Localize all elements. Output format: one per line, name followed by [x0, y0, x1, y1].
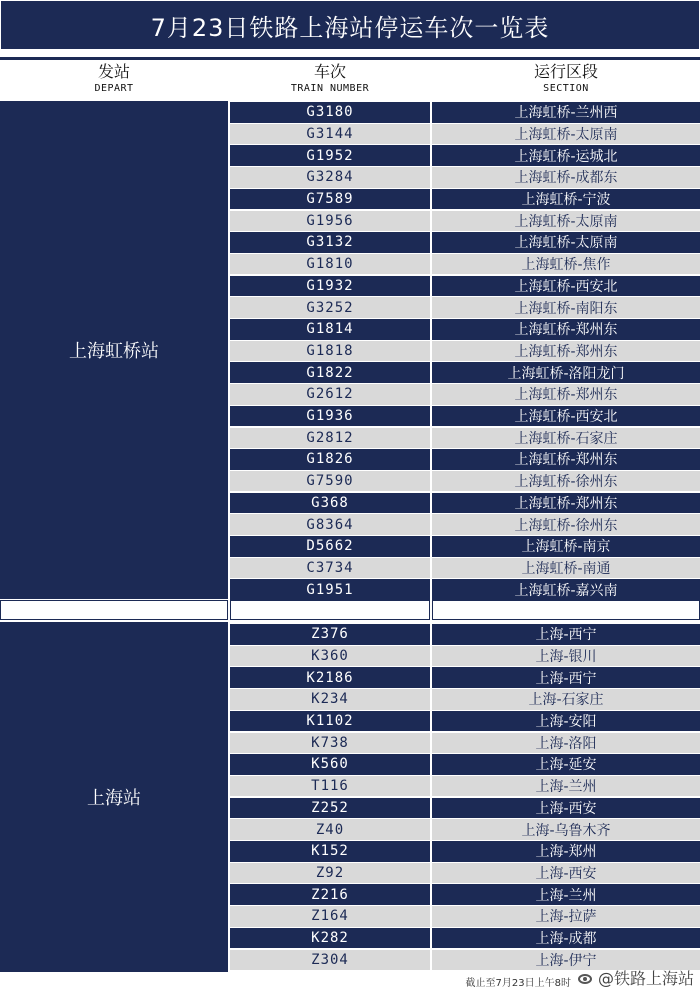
train-number: G1936 — [230, 406, 430, 427]
section: 上海虹桥-徐州东 — [432, 471, 700, 492]
train-number: G7590 — [230, 471, 430, 492]
section: 上海-西宁 — [432, 667, 700, 688]
page-title: 7月23日铁路上海站停运车次一览表 — [1, 1, 699, 49]
header-train — [230, 62, 430, 100]
train-number: D5662 — [230, 536, 430, 557]
train-number: G1951 — [230, 579, 430, 600]
section: 上海虹桥-郑州东 — [432, 449, 700, 470]
train-number: Z40 — [230, 819, 430, 840]
section: 上海虹桥-兰州西 — [432, 102, 700, 123]
train-number: G3132 — [230, 232, 430, 253]
train-number: K2186 — [230, 667, 430, 688]
section: 上海-兰州 — [432, 776, 700, 797]
watermark — [577, 966, 694, 989]
train-number: G2612 — [230, 384, 430, 405]
section: 上海-乌鲁木齐 — [432, 819, 700, 840]
section: 上海-石家庄 — [432, 689, 700, 710]
section: 上海-西安 — [432, 798, 700, 819]
train-number: K1102 — [230, 711, 430, 732]
section: 上海虹桥-南京 — [432, 536, 700, 557]
section: 上海-银川 — [432, 646, 700, 667]
section: 上海-西安 — [432, 863, 700, 884]
header-rule — [0, 57, 700, 60]
train-number: G368 — [230, 493, 430, 514]
header-depart — [0, 62, 228, 100]
section: 上海-兰州 — [432, 884, 700, 905]
train-number: G1932 — [230, 276, 430, 297]
station-hongqiao: 上海虹桥站 — [0, 101, 228, 599]
section: 上海虹桥-焦作 — [432, 254, 700, 275]
section: 上海虹桥-郑州东 — [432, 384, 700, 405]
train-number: G3284 — [230, 167, 430, 188]
section: 上海虹桥-西安北 — [432, 276, 700, 297]
train-number: G1810 — [230, 254, 430, 275]
train-number: K738 — [230, 733, 430, 754]
cutoff-note: 截止至7月23日上午8时 — [465, 978, 571, 989]
train-number: Z304 — [230, 950, 430, 971]
train-number: Z252 — [230, 798, 430, 819]
section: 上海-成都 — [432, 928, 700, 949]
train-number: G1814 — [230, 319, 430, 340]
train-number: G3252 — [230, 297, 430, 318]
gap-cell — [0, 600, 228, 620]
section: 上海-安阳 — [432, 711, 700, 732]
section: 上海-郑州 — [432, 841, 700, 862]
train-number: G3180 — [230, 102, 430, 123]
gap-cell — [230, 600, 430, 620]
section: 上海-洛阳 — [432, 733, 700, 754]
section: 上海虹桥-郑州东 — [432, 341, 700, 362]
header-section-zh: 运行区段 — [533, 62, 598, 81]
section: 上海虹桥-宁波 — [432, 189, 700, 210]
train-number: K152 — [230, 841, 430, 862]
train-number: K560 — [230, 754, 430, 775]
train-number: G1826 — [230, 449, 430, 470]
train-number: K234 — [230, 689, 430, 710]
header-train-en: TRAIN NUMBER — [290, 83, 370, 94]
section: 上海虹桥-太原南 — [432, 124, 700, 145]
watermark-text: @铁路上海站 — [597, 969, 694, 988]
train-number: G1822 — [230, 362, 430, 383]
header-depart-zh: 发站 — [97, 62, 130, 81]
section: 上海虹桥-郑州东 — [432, 319, 700, 340]
footer — [466, 966, 694, 989]
section: 上海虹桥-徐州东 — [432, 514, 700, 535]
train-number: K282 — [230, 928, 430, 949]
section: 上海虹桥-郑州东 — [432, 493, 700, 514]
train-number: G1956 — [230, 211, 430, 232]
header-depart-en: DEPART — [94, 83, 134, 94]
train-number: Z216 — [230, 884, 430, 905]
section: 上海虹桥-太原南 — [432, 232, 700, 253]
header-section — [432, 62, 700, 100]
train-number: G7589 — [230, 189, 430, 210]
gap-cell — [432, 600, 700, 620]
train-number: G8364 — [230, 514, 430, 535]
station-shanghai: 上海站 — [0, 622, 228, 972]
section: 上海虹桥-洛阳龙门 — [432, 362, 700, 383]
train-number: Z164 — [230, 906, 430, 927]
section: 上海虹桥-运城北 — [432, 145, 700, 166]
section: 上海-伊宁 — [432, 950, 700, 971]
section: 上海虹桥-南阳东 — [432, 297, 700, 318]
train-number: Z376 — [230, 624, 430, 645]
train-number: G1952 — [230, 145, 430, 166]
section: 上海-西宁 — [432, 624, 700, 645]
train-number: G3144 — [230, 124, 430, 145]
train-number: G1818 — [230, 341, 430, 362]
section: 上海虹桥-嘉兴南 — [432, 579, 700, 600]
section: 上海-拉萨 — [432, 906, 700, 927]
train-number: K360 — [230, 646, 430, 667]
section: 上海虹桥-石家庄 — [432, 428, 700, 449]
section: 上海虹桥-成都东 — [432, 167, 700, 188]
train-number: Z92 — [230, 863, 430, 884]
header-train-zh: 车次 — [313, 62, 346, 81]
section: 上海虹桥-太原南 — [432, 211, 700, 232]
train-number: G2812 — [230, 428, 430, 449]
train-number: C3734 — [230, 558, 430, 579]
section: 上海-延安 — [432, 754, 700, 775]
header-section-en: SECTION — [543, 83, 589, 94]
section: 上海虹桥-西安北 — [432, 406, 700, 427]
section: 上海虹桥-南通 — [432, 558, 700, 579]
weibo-icon — [577, 971, 595, 985]
train-number: T116 — [230, 776, 430, 797]
